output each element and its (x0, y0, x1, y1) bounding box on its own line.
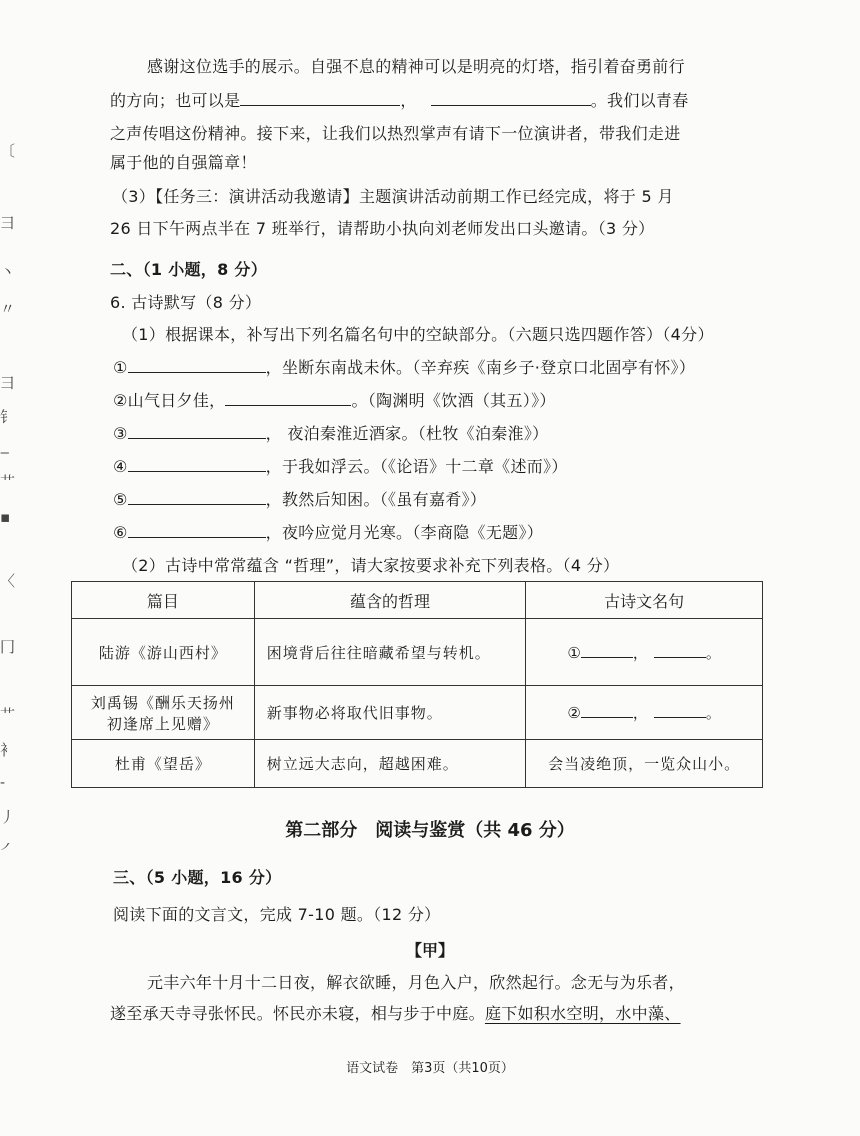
task-three-prompt-cont: 26 日下午两点半在 7 班举行，请帮助小执向刘老师发出口头邀请。（3 分） (110, 219, 655, 238)
poem-title-cell: 刘禹锡《酬乐天扬州 初逢席上见赠》 (72, 686, 255, 740)
answer-blank[interactable] (240, 91, 400, 106)
quote-cell: ① ， 。 (526, 619, 763, 686)
text-line: 感谢这位选手的展示。自强不息的精神可以是明亮的灯塔，指引着奋勇前行 (147, 57, 685, 76)
answer-blank[interactable] (431, 91, 591, 106)
table-header: 蕴含的哲理 (254, 582, 526, 619)
page-footer: 语文试卷 第3页（共10页） (346, 1061, 514, 1076)
table-header: 篇目 (72, 582, 255, 619)
underlined-sentence: 庭下如积水空明，水中藻、 (484, 1004, 681, 1023)
philosophy-table (71, 581, 763, 788)
poem-item-4: ④ ，于我如浮云。（《论语》十二章《述而》） (113, 457, 568, 476)
question-six-title: 6. 古诗默写（8 分） (110, 293, 262, 312)
table-row (72, 740, 763, 788)
task-three-prompt: （3）【任务三：演讲活动我邀请】主题演讲活动前期工作已经完成，将于 5 月 (112, 187, 674, 206)
answer-blank[interactable] (654, 705, 706, 718)
question-six-part2: （2）古诗中常常蕴含 “哲理”，请大家按要求补充下列表格。（4 分） (122, 556, 620, 575)
text-line: 之声传唱这份精神。接下来，让我们以热烈掌声有请下一位演讲者，带我们走进 (110, 124, 681, 143)
passage-line: 元丰六年十月十二日夜，解衣欲睡，月色入户，欣然起行。念无与为乐者， (147, 973, 685, 992)
poem-item-2: ②山气日夕佳， 。（陶渊明《饮酒（其五）》） (113, 391, 556, 410)
philosophy-cell: 困境背后往往暗藏希望与转机。 (254, 619, 526, 686)
text-line-with-blanks: 的方向；也可以是 ， 。我们以青春 (110, 91, 689, 110)
poem-title-cell: 陆游《游山西村》 (72, 619, 255, 686)
quote-cell: ② ， 。 (526, 686, 763, 740)
quote-cell: 会当凌绝顶，一览众山小。 (526, 740, 763, 788)
answer-blank[interactable] (581, 645, 633, 658)
philosophy-cell: 新事物必将取代旧事物。 (254, 686, 526, 740)
answer-blank[interactable] (128, 358, 266, 373)
answer-blank[interactable] (128, 523, 266, 538)
section-two-heading: 二、（1 小题，8 分） (110, 260, 268, 279)
question-six-part1: （1）根据课本，补写出下列名篇名句中的空缺部分。（六题只选四题作答）（4分） (122, 325, 714, 344)
philosophy-cell: 树立远大志向，超越困难。 (254, 740, 526, 788)
answer-blank[interactable] (128, 457, 266, 472)
section-three-heading: 三、（5 小题，16 分） (113, 868, 282, 887)
table-row (72, 619, 763, 686)
poem-item-5: ⑤ ，教然后知困。（《虽有嘉肴》） (113, 490, 487, 509)
table-header-row (72, 582, 763, 619)
passage-line: 遂至承天寺寻张怀民。怀民亦未寝，相与步于中庭。庭下如积水空明，水中藻、 (110, 1004, 681, 1023)
answer-blank[interactable] (654, 645, 706, 658)
poem-title-cell: 杜甫《望岳》 (72, 740, 255, 788)
poem-item-6: ⑥ ，夜吟应觉月光寒。（李商隐《无题》） (113, 523, 544, 542)
table-header: 古诗文名句 (526, 582, 763, 619)
answer-blank[interactable] (581, 705, 633, 718)
binding-margin-marks: 〔 ⺕ 丶 〃 彐 钅 ‒ ⺾ ▪ 〈 冂 艹 衤 ‑ 丿 ㇒ (0, 142, 16, 858)
part-two-heading: 第二部分 阅读与鉴赏（共 46 分） (285, 820, 575, 841)
text-line: 属于他的自强篇章！ (110, 153, 257, 172)
poem-item-3: ③ ， 夜泊秦淮近酒家。（杜牧《泊秦淮》） (113, 424, 549, 443)
reading-intro: 阅读下面的文言文，完成 7-10 题。（12 分） (113, 905, 441, 924)
answer-blank[interactable] (225, 391, 351, 406)
table-row (72, 686, 763, 740)
answer-blank[interactable] (128, 424, 266, 439)
answer-blank[interactable] (128, 490, 266, 505)
poem-item-1: ① ，坐断东南战未休。（辛弃疾《南乡子·登京口北固亭有怀》） (113, 358, 696, 377)
passage-label: 【甲】 (405, 941, 454, 960)
